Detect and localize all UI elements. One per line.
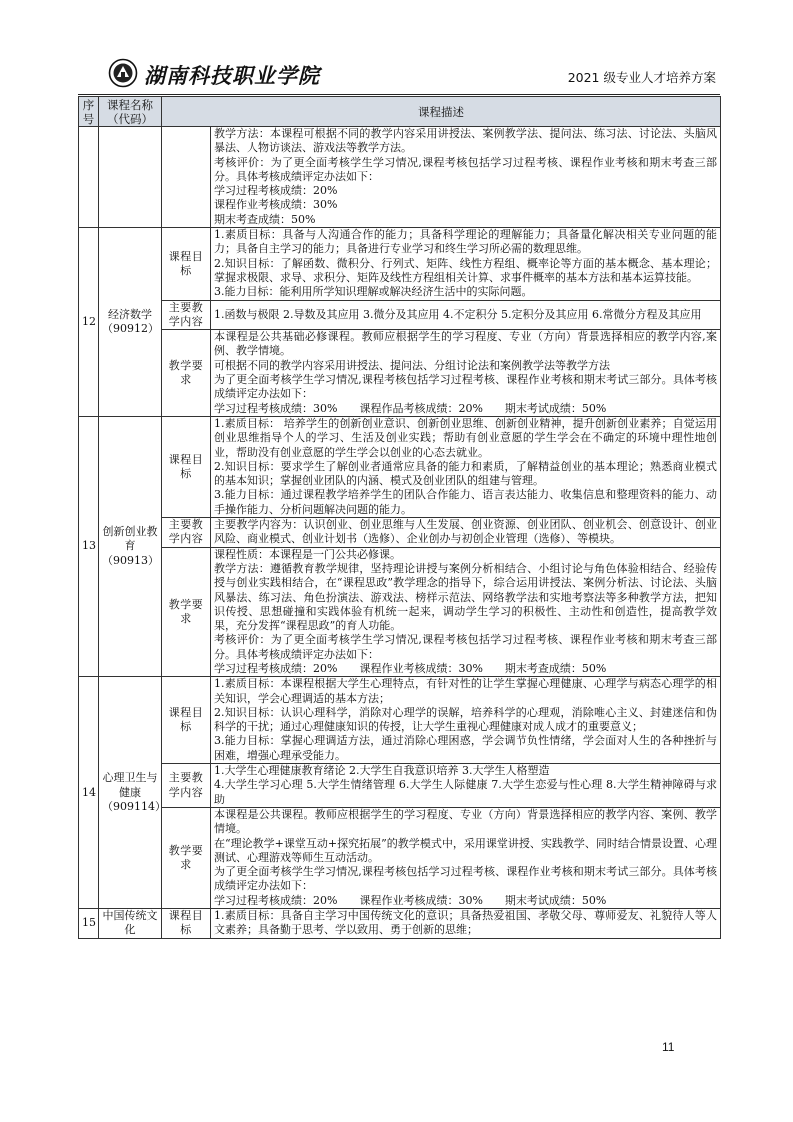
table-header-row: [79, 97, 721, 127]
section-desc: [211, 677, 721, 764]
course-index: 15: [79, 909, 99, 939]
section-label: 教学要求: [162, 807, 211, 908]
table-row: [79, 127, 721, 228]
course-name: 创新创业教育: [102, 525, 158, 553]
desc-line: 1.素质目标：本课程根据大学生心理特点，有针对性的让学生掌握心理健康、心理学与病态心理学的相关知识，学会心理调适的基本方法；: [214, 677, 717, 705]
desc-line: 考核评价：为了更全面考核学生学习情况,课程考核包括学习过程考核、课程作业考核和期末考查三部分。具体考核成绩评定办法如下：: [214, 155, 717, 183]
desc-line: 为了更全面考核学生学习情况,课程考核包括学习过程考核、课程作业考核和期末考试三部分。具体考核成绩评定办法如下：: [214, 373, 717, 401]
page-header: [78, 54, 720, 95]
section-desc: [211, 909, 721, 939]
desc-line: 课程性质：本课程是一门公共必修课。: [214, 547, 401, 561]
table-row: [79, 677, 721, 764]
desc-line: 本课程是公共课程。教师应根据学生的学习程度、专业（方向）背景选择相应的教学内容、案例、教学情境。: [214, 807, 717, 836]
desc-line: 2.知识目标：了解函数、微积分、行列式、矩阵、线性方程组、概率论等方面的基本概念、基本理论；掌握求极限、求导、求积分、矩阵及线性方程组相关计算、求事件概率的基本方法和基本运算技能。: [214, 256, 717, 284]
course-code: （90912）: [102, 322, 159, 335]
course-name-cell: [99, 909, 162, 939]
course-name: 心理卫生与健康: [102, 771, 158, 799]
desc-line: 4.大学生学习心理 5.大学生情绪管理 6.大学生人际健康 7.大学生恋爱与性心理 8.大学生精神障碍与求助: [214, 778, 717, 806]
section-label: [162, 127, 211, 228]
plan-title: 2021 级专业人才培养方案: [567, 70, 716, 85]
desc-line: 3.能力目标：通过课程教学培养学生的团队合作能力、语言表达能力、收集信息和整理资料的能力、动手操作能力、分析问题解决问题的能力。: [214, 488, 717, 516]
table-body: [79, 127, 721, 939]
table-row: [79, 518, 721, 548]
desc-line: 2.知识目标：认识心理科学，消除对心理学的误解，培养科学的心理观，消除唯心主义、封建迷信和伪科学的干扰；通过心理健康知识的传授，让大学生重视心理健康对成人成才的重要意义；: [214, 705, 717, 734]
section-desc: [211, 228, 721, 300]
table-row: [79, 416, 721, 517]
desc-line: 期末考查成绩：50%: [214, 212, 316, 226]
header-index: 序号: [79, 97, 99, 127]
desc-line: 教学方法：本课程可根据不同的教学内容采用讲授法、案例教学法、提问法、练习法、讨论法、头脑风暴法、人物访谈法、游戏法等教学方法。: [214, 127, 717, 155]
school-name: 湖南科技职业学院: [144, 63, 320, 88]
desc-line: 1.素质目标： 培养学生的创新创业意识、创新创业思维、创新创业精神，提升创新创业素养；自觉运用创业思维指导个人的学习、生活及创业实践；帮助有创业意愿的学生学会在不确定的环境中理性地创业，帮助没有创业意愿的学生学会以创业的心态去就业。: [214, 416, 717, 459]
section-label: 课程目标: [162, 677, 211, 764]
table-row: [79, 807, 721, 908]
index-cell: [79, 127, 99, 228]
desc-line: 3.能力目标：能利用所学知识理解或解决经济生活中的实际问题。: [214, 285, 533, 299]
section-desc: [211, 807, 721, 908]
desc-line: 学习过程考核成绩：20% 课程作业考核成绩：30% 期末考查成绩：50%: [214, 661, 607, 675]
course-name-cell: [99, 228, 162, 417]
section-desc: [211, 416, 721, 517]
course-code: （909114）: [102, 799, 166, 813]
course-code: （90913）: [102, 553, 159, 567]
table-row: [79, 300, 721, 330]
section-desc: [211, 127, 721, 228]
page-number: 11: [662, 1040, 675, 1054]
desc-line: 1.素质目标：具备与人沟通合作的能力；具备科学理论的理解能力；具备量化解决相关专业问题的能力；具备自主学习的能力；具备进行专业学习和终生学习所必需的数理思维。: [214, 228, 717, 256]
desc-line: 1.函数与极限 2.导数及其应用 3.微分及其应用 4.不定积分 5.定积分及其应用 6.常微分方程及其应用: [214, 307, 702, 321]
table-row: [79, 330, 721, 417]
desc-line: 学习过程考核成绩：20%: [214, 184, 338, 198]
desc-line: 为了更全面考核学生学习情况,课程考核包括学习过程考核、课程作业考核和期末考试三部分。具体考核成绩评定办法如下：: [214, 865, 717, 893]
header-desc: 课程描述: [162, 97, 721, 127]
course-table: [78, 96, 721, 939]
desc-line: 3.能力目标：掌握心理调适方法，通过消除心理困惑，学会调节负性情绪，学会面对人生的各种挫折与困难，增强心理承受能力。: [214, 734, 717, 762]
course-name-cell: [99, 416, 162, 676]
table-row: [79, 764, 721, 808]
desc-line: 2.知识目标：要求学生了解创业者通常应具备的能力和素质，了解精益创业的基本理论；熟悉商业模式的基本知识；掌握创业团队的内涵、模式及创业团队的组建与管理。: [214, 459, 717, 488]
course-name-cell: [99, 677, 166, 909]
desc-line: 学习过程考核成绩：30% 课程作品考核成绩：20% 期末考试成绩：50%: [214, 401, 607, 415]
section-label: 教学要求: [162, 547, 211, 677]
desc-line: 在“理论教学+课堂互动+探究拓展”的教学模式中，采用课堂讲授、实践教学、同时结合情景设置、心理测试、心理游戏等师生互动活动。: [214, 836, 717, 864]
section-desc: [211, 300, 721, 330]
course-index: 13: [79, 416, 99, 676]
table-row: [79, 228, 721, 300]
desc-line: 学习过程考核成绩：20% 课程作业考核成绩：30% 期末考试成绩：50%: [214, 893, 607, 907]
section-label: 主要教学内容: [162, 518, 211, 548]
section-desc: [211, 764, 721, 808]
section-desc: [211, 518, 721, 548]
section-label: 课程目标: [162, 909, 211, 939]
course-name: 经济数学: [108, 307, 152, 321]
desc-line: 1.素质目标：具备自主学习中国传统文化的意识；具备热爱祖国、孝敬父母、尊师爱友、礼貌待人等人文素养；具备勤于思考、学以致用、勇于创新的思维；: [214, 909, 717, 937]
desc-line: 可根据不同的教学内容采用讲授法、提问法、分组讨论法和案例教学法等教学方法: [214, 358, 610, 372]
section-label: 主要教学内容: [162, 300, 211, 330]
table-row: [79, 909, 721, 939]
desc-line: 课程作业考核成绩：30%: [214, 198, 338, 212]
desc-line: 1.大学生心理健康教育绪论 2.大学生自我意识培养 3.大学生人格塑造: [214, 764, 550, 778]
course-index: 12: [79, 228, 99, 417]
header-name: 课程名称（代码）: [99, 97, 162, 127]
desc-line: 本课程是公共基础必修课程。教师应根据学生的学习程度、专业（方向）背景选择相应的教学内容,案例、教学情境。: [214, 330, 717, 358]
section-desc: [211, 330, 721, 417]
desc-line: 主要教学内容为：认识创业、创业思维与人生发展、创业资源、创业团队、创业机会、创意设计、创业风险、商业模式、创业计划书（选修）、企业创办与初创企业管理（选修）、等模块。: [214, 518, 717, 546]
course-name: 中国传统文化: [102, 909, 158, 937]
section-label: 课程目标: [162, 416, 211, 517]
course-index: 14: [79, 677, 99, 909]
desc-line: 考核评价：为了更全面考核学生学习情况,课程考核包括学习过程考核、课程作业考核和期末考查三部分。具体考核成绩评定办法如下：: [214, 633, 717, 661]
table-row: [79, 547, 721, 677]
name-cell: [99, 127, 162, 228]
section-label: 主要教学内容: [162, 764, 211, 808]
school-logo-icon: [108, 58, 138, 88]
section-label: 教学要求: [162, 330, 211, 417]
section-label: 课程目标: [162, 228, 211, 300]
desc-line: 教学方法：遵循教育教学规律，坚持理论讲授与案例分析相结合、小组讨论与角色体验相结合、经验传授与创业实践相结合，在“课程思政”教学理念的指导下，综合运用讲授法、案例分析法、讨论法、头脑风暴法、练习法、角色扮演法、游戏法、榜样示范法、网络教学法和实地考察法等多种教学方法，把知识传授、思想碰撞和实践体验有机统一起来，调动学生学习的积极性、主动性和创造性，提高教学效果，充分发挥“课程思政”的育人功能。: [214, 561, 717, 633]
section-desc: [211, 547, 721, 677]
